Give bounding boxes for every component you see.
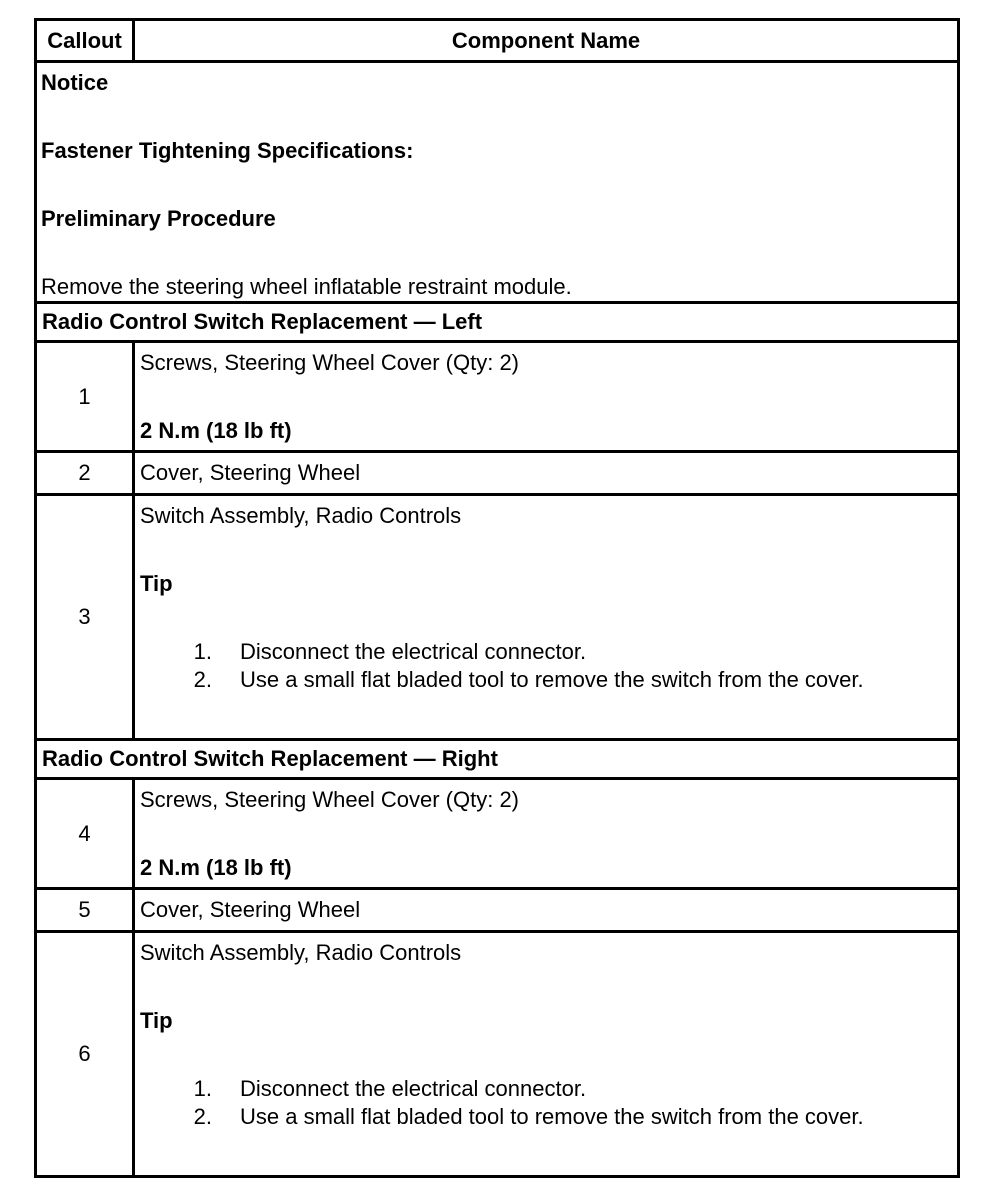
component-cell	[134, 495, 959, 740]
table-row	[36, 932, 959, 1177]
callout-number: 4	[36, 779, 134, 889]
step-number: 2.	[193, 1104, 212, 1129]
component-table	[34, 18, 960, 1178]
callout-number: 1	[36, 342, 134, 452]
step-text: Disconnect the electrical connector.	[240, 639, 587, 664]
component-cell	[134, 779, 959, 889]
tip-heading: Tip	[140, 1008, 173, 1033]
list-item	[140, 638, 957, 666]
table-row	[36, 342, 959, 452]
table-row	[36, 495, 959, 740]
component-cell	[134, 342, 959, 452]
step-number: 1.	[193, 639, 212, 664]
torque-spec: 2 N.m (18 lb ft)	[140, 855, 292, 880]
step-number: 1.	[193, 1076, 212, 1101]
tip-steps-list	[140, 1075, 957, 1131]
fastener-spec-heading: Fastener Tightening Specifications:	[41, 138, 414, 163]
step-text: Disconnect the electrical connector.	[240, 1076, 587, 1101]
list-item	[140, 1075, 957, 1103]
section-title-left: Radio Control Switch Replacement — Left	[36, 303, 959, 342]
component-name: Cover, Steering Wheel	[140, 460, 361, 485]
component-cell	[134, 889, 959, 932]
torque-spec: 2 N.m (18 lb ft)	[140, 418, 292, 443]
tip-heading: Tip	[140, 571, 173, 596]
section-title-right: Radio Control Switch Replacement — Right	[36, 740, 959, 779]
table-row	[36, 452, 959, 495]
preliminary-text: Remove the steering wheel inflatable restraint module.	[41, 274, 572, 299]
preliminary-heading: Preliminary Procedure	[41, 206, 276, 231]
tip-steps-list	[140, 638, 957, 694]
notice-heading: Notice	[41, 70, 109, 95]
table-header-row	[36, 20, 959, 62]
intro-row	[36, 62, 959, 303]
callout-column-header: Callout	[36, 20, 134, 62]
step-number: 2.	[193, 667, 212, 692]
component-name: Switch Assembly, Radio Controls	[140, 503, 462, 528]
list-item	[140, 666, 957, 694]
list-item	[140, 1103, 957, 1131]
callout-number: 5	[36, 889, 134, 932]
step-text: Use a small flat bladed tool to remove the switch from the cover.	[240, 667, 864, 692]
step-text: Use a small flat bladed tool to remove the switch from the cover.	[240, 1104, 864, 1129]
component-cell	[134, 932, 959, 1177]
component-name-column-header: Component Name	[134, 20, 959, 62]
component-cell	[134, 452, 959, 495]
callout-number: 3	[36, 495, 134, 740]
intro-cell	[36, 62, 959, 303]
component-name: Cover, Steering Wheel	[140, 897, 361, 922]
callout-number: 6	[36, 932, 134, 1177]
callout-number: 2	[36, 452, 134, 495]
section-title-row	[36, 303, 959, 342]
component-name: Screws, Steering Wheel Cover (Qty: 2)	[140, 350, 520, 375]
section-title-row	[36, 740, 959, 779]
table-row	[36, 889, 959, 932]
component-name: Switch Assembly, Radio Controls	[140, 940, 462, 965]
component-name: Screws, Steering Wheel Cover (Qty: 2)	[140, 787, 520, 812]
table-row	[36, 779, 959, 889]
